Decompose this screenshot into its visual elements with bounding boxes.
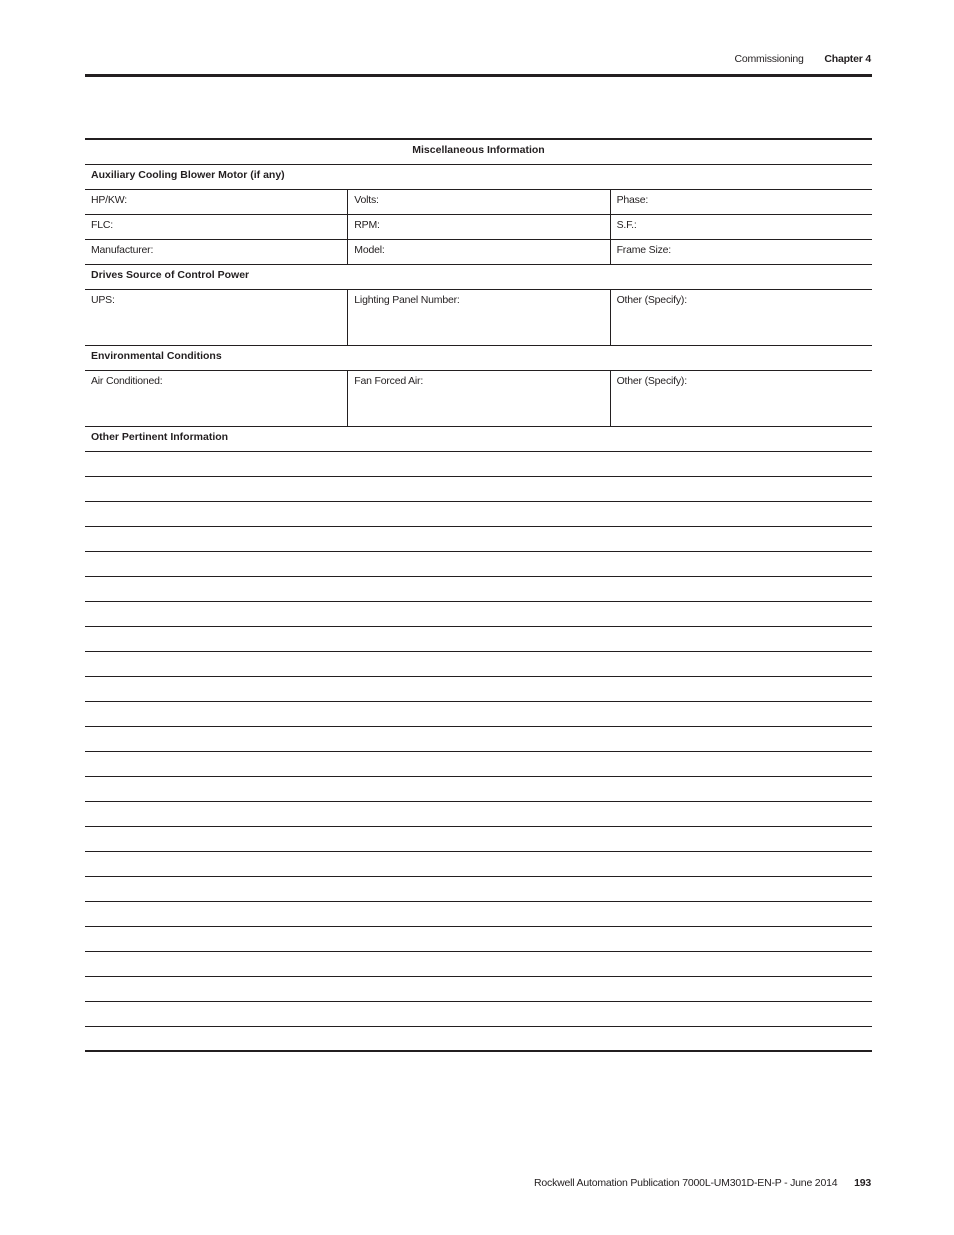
writing-line[interactable] [85, 727, 872, 752]
page-number: 193 [854, 1177, 871, 1189]
writing-line[interactable] [85, 677, 872, 702]
blank-lines [85, 452, 872, 1052]
field-manufacturer[interactable]: Manufacturer: [91, 244, 154, 256]
writing-line[interactable] [85, 477, 872, 502]
field-volts[interactable]: Volts: [347, 190, 609, 214]
writing-line[interactable] [85, 802, 872, 827]
writing-line[interactable] [85, 877, 872, 902]
field-model[interactable]: Model: [347, 240, 609, 264]
field-phase[interactable]: Phase: [610, 190, 872, 214]
field-lighting-panel[interactable]: Lighting Panel Number: [347, 290, 609, 345]
field-sf[interactable]: S.F.: [610, 215, 872, 239]
writing-line[interactable] [85, 652, 872, 677]
writing-line[interactable] [85, 552, 872, 577]
writing-line[interactable] [85, 927, 872, 952]
table-row [85, 215, 872, 240]
table-row [85, 290, 872, 346]
field-power-other[interactable]: Other (Specify): [610, 290, 872, 345]
form-title: Miscellaneous Information [85, 140, 872, 165]
header-chapter: Chapter 4 [824, 53, 871, 65]
writing-line[interactable] [85, 952, 872, 977]
writing-line[interactable] [85, 502, 872, 527]
writing-line[interactable] [85, 527, 872, 552]
writing-line[interactable] [85, 1002, 872, 1027]
publication-id: Rockwell Automation Publication 7000L-UM301D-EN-P - June 2014 [534, 1177, 838, 1189]
table-row [85, 371, 872, 427]
field-rpm[interactable]: RPM: [347, 215, 609, 239]
writing-line[interactable] [85, 827, 872, 852]
writing-line[interactable] [85, 752, 872, 777]
writing-line[interactable] [85, 627, 872, 652]
writing-line[interactable] [85, 602, 872, 627]
header-section: Commissioning [734, 53, 804, 65]
page-header [734, 53, 871, 65]
section-other-info: Other Pertinent Information [85, 427, 872, 452]
field-ups[interactable]: UPS: [91, 294, 115, 306]
table-row [85, 190, 872, 215]
writing-line[interactable] [85, 977, 872, 1002]
writing-line[interactable] [85, 577, 872, 602]
field-env-other[interactable]: Other (Specify): [610, 371, 872, 426]
field-hp-kw[interactable]: HP/KW: [91, 194, 127, 206]
field-air-conditioned[interactable]: Air Conditioned: [91, 375, 163, 387]
section-blower: Auxiliary Cooling Blower Motor (if any) [85, 165, 872, 190]
section-control-power: Drives Source of Control Power [85, 265, 872, 290]
table-row [85, 240, 872, 265]
section-environment: Environmental Conditions [85, 346, 872, 371]
writing-line[interactable] [85, 702, 872, 727]
writing-line[interactable] [85, 452, 872, 477]
writing-line[interactable] [85, 902, 872, 927]
field-frame-size[interactable]: Frame Size: [610, 240, 872, 264]
misc-info-form [85, 138, 872, 1052]
header-rule [85, 74, 872, 77]
field-fan-forced-air[interactable]: Fan Forced Air: [347, 371, 609, 426]
writing-line[interactable] [85, 777, 872, 802]
page-footer [534, 1177, 871, 1189]
writing-line[interactable] [85, 852, 872, 877]
field-flc[interactable]: FLC: [91, 219, 113, 231]
writing-line[interactable] [85, 1027, 872, 1052]
